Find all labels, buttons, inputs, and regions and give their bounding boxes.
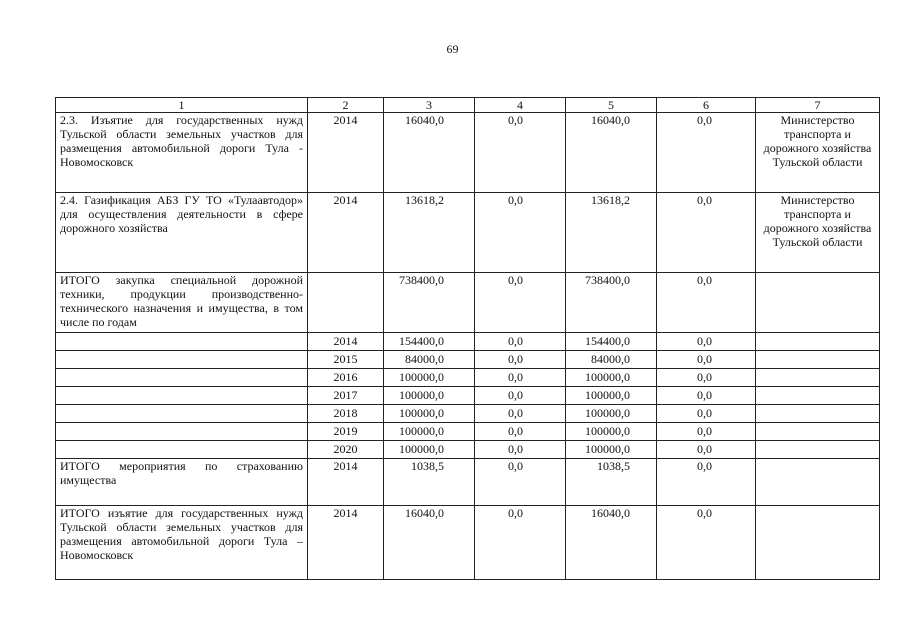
row-year: 2014 xyxy=(308,333,384,351)
table-row xyxy=(56,273,880,333)
row-col5: 16040,0 xyxy=(566,506,657,580)
row-col3: 100000,0 xyxy=(384,441,475,459)
column-header: 2 xyxy=(308,98,384,113)
row-year: 2020 xyxy=(308,441,384,459)
row-col3: 13618,2 xyxy=(384,193,475,273)
row-col4: 0,0 xyxy=(475,441,566,459)
row-responsible xyxy=(756,405,880,423)
row-col5: 1038,5 xyxy=(566,459,657,506)
row-col6: 0,0 xyxy=(657,387,756,405)
row-col6: 0,0 xyxy=(657,333,756,351)
row-col6: 0,0 xyxy=(657,351,756,369)
row-col4: 0,0 xyxy=(475,506,566,580)
row-name xyxy=(56,423,308,441)
row-responsible xyxy=(756,459,880,506)
row-col5: 100000,0 xyxy=(566,369,657,387)
row-col3: 738400,0 xyxy=(384,273,475,333)
row-col5: 84000,0 xyxy=(566,351,657,369)
row-col3: 100000,0 xyxy=(384,423,475,441)
row-col6: 0,0 xyxy=(657,441,756,459)
row-year xyxy=(308,273,384,333)
row-name: 2.3. Изъятие для государственных нужд Тульской области земельных участков для размещения автомобильной дороги Тула - Новомосковск xyxy=(56,113,308,193)
row-col4: 0,0 xyxy=(475,405,566,423)
column-header: 7 xyxy=(756,98,880,113)
year-row xyxy=(56,387,880,405)
row-responsible xyxy=(756,333,880,351)
row-year: 2019 xyxy=(308,423,384,441)
row-col3: 100000,0 xyxy=(384,387,475,405)
page-number: 69 xyxy=(446,42,459,56)
row-col4: 0,0 xyxy=(475,351,566,369)
row-responsible xyxy=(756,351,880,369)
row-year: 2014 xyxy=(308,193,384,273)
row-year: 2014 xyxy=(308,459,384,506)
row-col4: 0,0 xyxy=(475,193,566,273)
row-col5: 100000,0 xyxy=(566,405,657,423)
row-name xyxy=(56,405,308,423)
row-responsible xyxy=(756,506,880,580)
row-col4: 0,0 xyxy=(475,387,566,405)
row-col3: 1038,5 xyxy=(384,459,475,506)
row-col4: 0,0 xyxy=(475,423,566,441)
row-col3: 154400,0 xyxy=(384,333,475,351)
row-col4: 0,0 xyxy=(475,459,566,506)
row-name: ИТОГО изъятие для государственных нужд Тульской области земельных участков для размещения автомобильной дороги Тула – Новомосковск xyxy=(56,506,308,580)
row-responsible xyxy=(756,423,880,441)
row-col6: 0,0 xyxy=(657,193,756,273)
row-name xyxy=(56,333,308,351)
row-year: 2015 xyxy=(308,351,384,369)
row-col5: 100000,0 xyxy=(566,387,657,405)
row-col3: 84000,0 xyxy=(384,351,475,369)
row-year: 2018 xyxy=(308,405,384,423)
row-col6: 0,0 xyxy=(657,459,756,506)
column-header: 6 xyxy=(657,98,756,113)
row-col3: 100000,0 xyxy=(384,369,475,387)
row-col5: 16040,0 xyxy=(566,113,657,193)
row-responsible: Министерство транспорта и дорожного хозяйства Тульской области xyxy=(756,113,880,193)
row-name: 2.4. Газификация АБЗ ГУ ТО «Тулаавтодор» для осуществления деятельности в сфере дорожного хозяйства xyxy=(56,193,308,273)
row-name: ИТОГО закупка специальной дорожной техники, продукции производственно-технического назначения и имущества, в том числе по годам xyxy=(56,273,308,333)
year-row xyxy=(56,369,880,387)
year-row xyxy=(56,423,880,441)
row-col6: 0,0 xyxy=(657,113,756,193)
column-header: 3 xyxy=(384,98,475,113)
row-year: 2014 xyxy=(308,113,384,193)
year-row xyxy=(56,441,880,459)
total-row xyxy=(56,459,880,506)
year-row xyxy=(56,405,880,423)
row-col3: 16040,0 xyxy=(384,113,475,193)
budget-table xyxy=(55,97,880,580)
row-col5: 100000,0 xyxy=(566,441,657,459)
column-header: 1 xyxy=(56,98,308,113)
row-responsible xyxy=(756,369,880,387)
row-col4: 0,0 xyxy=(475,333,566,351)
row-col6: 0,0 xyxy=(657,369,756,387)
row-col5: 100000,0 xyxy=(566,423,657,441)
row-year: 2016 xyxy=(308,369,384,387)
row-col3: 16040,0 xyxy=(384,506,475,580)
row-name xyxy=(56,351,308,369)
row-col5: 154400,0 xyxy=(566,333,657,351)
table-row xyxy=(56,113,880,193)
column-header: 4 xyxy=(475,98,566,113)
row-col4: 0,0 xyxy=(475,113,566,193)
row-responsible xyxy=(756,273,880,333)
column-header: 5 xyxy=(566,98,657,113)
row-year: 2017 xyxy=(308,387,384,405)
row-responsible xyxy=(756,387,880,405)
column-header-row xyxy=(56,98,880,113)
row-name xyxy=(56,369,308,387)
row-responsible xyxy=(756,441,880,459)
row-name: ИТОГО мероприятия по страхованию имущества xyxy=(56,459,308,506)
year-row xyxy=(56,351,880,369)
row-col5: 13618,2 xyxy=(566,193,657,273)
row-col5: 738400,0 xyxy=(566,273,657,333)
row-year: 2014 xyxy=(308,506,384,580)
row-col6: 0,0 xyxy=(657,423,756,441)
row-col4: 0,0 xyxy=(475,369,566,387)
row-name xyxy=(56,387,308,405)
row-responsible: Министерство транспорта и дорожного хозяйства Тульской области xyxy=(756,193,880,273)
year-row xyxy=(56,333,880,351)
row-col4: 0,0 xyxy=(475,273,566,333)
row-col6: 0,0 xyxy=(657,405,756,423)
total-row xyxy=(56,506,880,580)
row-col6: 0,0 xyxy=(657,273,756,333)
table-row xyxy=(56,193,880,273)
row-name xyxy=(56,441,308,459)
row-col6: 0,0 xyxy=(657,506,756,580)
row-col3: 100000,0 xyxy=(384,405,475,423)
